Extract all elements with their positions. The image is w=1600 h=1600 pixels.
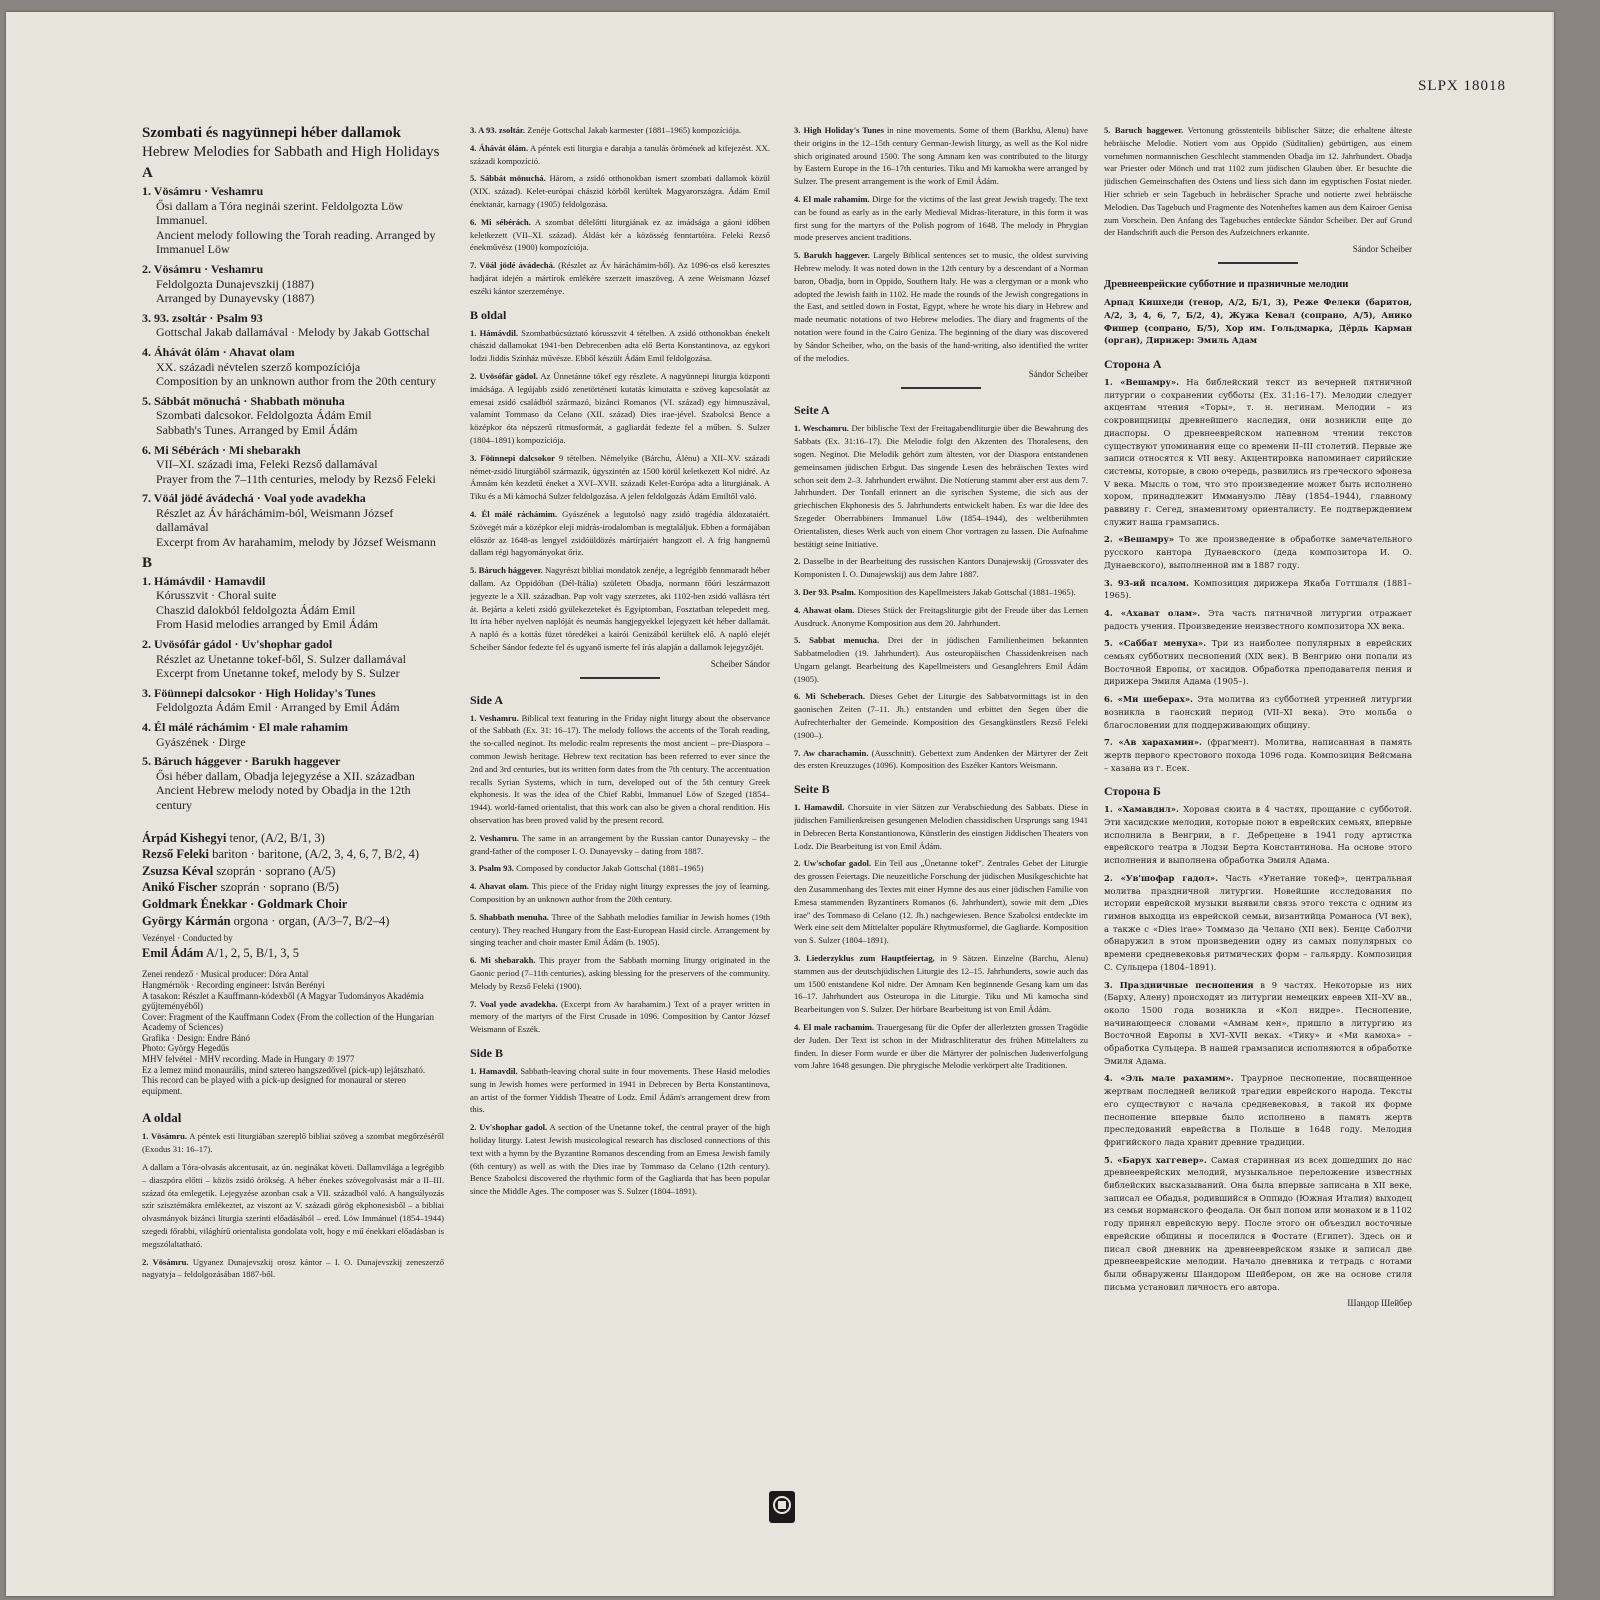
de-signature: Sándor Scheiber (1352, 244, 1412, 255)
note-text: Dirge for the victims of the last great Jewish tragedy. The text can be found as early as in the early Medieval Midras-literature, in this form it was first sung for the martyrs of the Polish pogrom of 1648. The melody in Phrygian mode preserves ancient traditions. (794, 193, 1088, 243)
note-title: 2. Uv'shophar gadol. (470, 1122, 548, 1133)
note-paragraph (470, 712, 770, 827)
hu-side-b-heading: B oldal (470, 307, 507, 322)
note-paragraph (142, 1256, 444, 1282)
note-title: 3. 93-ий псалом. (1104, 577, 1189, 588)
note-title: 5. Baruch haggewer. (1104, 125, 1184, 135)
track-title: 4. Áhávát ólám · Ahavat olam (142, 344, 295, 359)
performer-name: Anikó Fischer (142, 880, 218, 895)
note-text: Drei der in jüdischen Familienheimen bekannten Sabbatmelodien (19. Jahrhundert). Aus osteuropäischen Chassidenkreisen nach Ungarn gelangt. Bearbeitung des Kapellmeisters und Gesanglehrers Emil Ádám (1905). (794, 635, 1088, 684)
note-text: (фрагмент). Молитва, написанная в память жертв первого крестового похода 1096 года. Композиция Вейсмана – хазана из г. Есек. (1104, 737, 1412, 773)
english-german-notes-column (794, 124, 1088, 1077)
note-text: Largely Biblical sentences set to music, the oldest surviving Hebrew melody. It was noted down in the 12th century by a descendant of a Norman baron, Obadja, born in Oppido, Southern Italy. He was a clergyman or a monk who adopted the Jewish faith in 1102. He made the rounds of the Jewish congregations in the East, and settled down in Fostat, Egypt, where he wrote his diary in Hebrew and made neumatic notations of two Hebrew melodies. The diary and fragments of the notation were found in the Cairo Geniza. The beginning of the diary was discovered by Sándor Scheiber, who, on the basis of the hand-writing, also identified the writer of the melodies. (794, 250, 1088, 363)
performer-line (142, 914, 444, 930)
track-description: Arranged by Dunayevsky (1887) (156, 291, 315, 306)
note-title: 3. Der 93. Psalm. (794, 586, 856, 597)
track-title: 5. Báruch hággever · Barukh haggever (142, 754, 341, 769)
note-text: The same in an arrangement by the Russian cantor Dunayevsky – the grand-father of the composer I. O. Dunayevsky – dating from 1887. (470, 832, 770, 856)
track-item (142, 184, 444, 257)
note-text: Ein Teil aus „Ünetanne tokef". Zentrales Gebet der Liturgie des grossen Feiertags. Die neuzeitliche Forschung der jüdischen Musikgeschichte hat den Zusammenhang des Textes mit einer Hymne des aus einer jüdischen Familie von Emesa stammenden Byzantiners Romanos (6. Jahrhundert), sowie mit dem „Dies irae" des Tommaso di Celano (12. Jh.) nachgewiesen. Bence Szabolcsi entdeckte im Werk eine seit dem Mittelalter populäre Rhytmusformel, die Gagliarde. Komposition von S. Sulzer (1804–1891). (794, 858, 1088, 946)
note-title: 5. Barukh haggever. (794, 250, 870, 261)
note-paragraph (470, 259, 770, 297)
note-text: A szombat délelőtti liturgiának ez az imádsága a gáoni időben keletkezett (VII–XI. század). Áldást kér a közösség fenntartóira. Feleki Rezső énekművész (1900) kompozíciója. (470, 216, 770, 253)
track-item (142, 443, 444, 487)
note-title: 4. El male rachamim. (794, 1022, 875, 1033)
note-title: 2. «Вешамру» (1104, 534, 1175, 545)
note-text: (Ausschnitt). Gebettext zum Andenken der Märtyrer der Zeit des ersten Kreuzzuges (1096). Komposition des Eszéker Kantors Weismann. (794, 747, 1088, 771)
credit-line: Hangmérnök · Recording engineer: István Berényi (142, 979, 325, 990)
note-text: Dieses Stück der Freitagsliturgie gibt der Freude über das Lernen Ausdruck. Anonyme Komposition aus dem 20. Jahrhundert. (794, 604, 1088, 628)
track-description: Composition by an unknown author from the 20th century (156, 374, 436, 389)
note-paragraph (470, 327, 770, 365)
ru-title: Древнееврейские субботние и празничные мелодии (1104, 279, 1349, 291)
track-description: Ancient melody following the Torah reading. Arranged by Immanuel Löw (156, 227, 436, 257)
note-text: A section of the Unetanne tokef, the central prayer of the high holiday liturgy. Latest Jewish musicological research has disclosed connections of this text with a hymn by the Byzantine Romanos descending from an Emesa Jewish family (6th century) as well as with the Dies irae by Tommaso da Celano (12th century). Bence Szabolcsi discovered the rhythmic form of the Gagliarda that has been popular since the Middle Ages. The composer was S. Sulzer (1804–1891). (470, 1122, 770, 1197)
conductor-line (142, 946, 444, 962)
note-text: Композиция дирижера Якаба Готтшаля (1881–1965). (1104, 577, 1412, 601)
note-title: 1. Hamavdil. (470, 1066, 518, 1077)
note-text: (Részlet az Áv háráchámim-ből). Az 1096-os első keresztes hadjárat idején a mártírok emlékére szerzett imaszöveg. A zene Weismann József eszéki kántor szerzeménye. (470, 260, 770, 296)
ru-side-b-notes (1104, 803, 1412, 1293)
note-title: 6. Mi sébérách. (470, 216, 531, 227)
note-paragraph (1104, 872, 1412, 974)
note-text: Three of the Sabbath melodies familiar in Jewish homes (19th century). They reached Hungary from the East-European Hasid circle. Arrangement by singing teacher and choir master Emil Ádám (b. 1905). (470, 911, 770, 948)
note-paragraph (1104, 124, 1412, 239)
note-title: 2. Veshamru. (470, 832, 519, 843)
conductor-name: Emil Ádám (142, 945, 204, 960)
de-side-b-notes-continued (1104, 124, 1412, 239)
note-paragraph (794, 952, 1088, 1016)
conductor-label: Vezényel · Conducted by (142, 933, 233, 944)
album-title-hungarian: Szombati és nagyünnepi héber dallamok (142, 125, 401, 141)
note-text: Komposition des Kapellmeisters Jakab Gottschal (1881–1965). (858, 586, 1076, 597)
note-title: 7. Vöál jödé ávádechá. (470, 260, 556, 271)
track-description: Feldolgozta Ádám Emil · Arranged by Emil Ádám (156, 700, 400, 715)
performer-name: Goldmark Énekkar · Goldmark Choir (142, 896, 348, 911)
note-paragraph (794, 634, 1088, 685)
note-paragraph (470, 1065, 770, 1116)
credits-block (142, 969, 444, 1096)
conductor-role: A/1, 2, 5, B/1, 3, 5 (205, 945, 299, 960)
track-description: XX. századi névtelen szerző kompozíciója (156, 359, 361, 374)
performer-role: orgona · organ, (A/3–7, B/2–4) (233, 913, 390, 928)
ru-side-b-heading: Сторона Б (1104, 784, 1161, 799)
de-side-b-notes (794, 801, 1088, 1072)
note-text: (Excerpt from Av harahamim.) Text of a prayer written in memory of the martyrs of the First Crusade in 1096. Composition by Cantor József Weismann of Eszék. (470, 998, 770, 1035)
track-description: Gyászének · Dirge (156, 734, 246, 749)
note-paragraph (1104, 803, 1412, 867)
note-paragraph (1104, 1072, 1412, 1148)
side-b-heading: B (142, 554, 153, 571)
note-text: Хоровая сюита в 4 частях, прощание с субботой. Эти хасидские мелодии, которые поют в еврейских семьях, впервые исполнила в Венгрии, в г. Дебрецене в 1941 году артистка еврейского театра в Лодзи Берта Константинова. На основе этого исполнения и выполнена обработка Эмиля Адама. (1104, 804, 1412, 866)
note-title: 5. Shabbath menuha. (470, 911, 549, 922)
note-title: 4. Áhávát ólám. (470, 142, 529, 153)
note-title: 2. Vösámru. (142, 1256, 189, 1267)
note-paragraph (470, 954, 770, 992)
note-title: 5. Sábbát mönuchá. (470, 173, 546, 184)
note-text: То же произведение в обработке замечательного русского кантора Дунаевского (деда композитора И. О. Дунаевского), выполненной им в 1887 году. (1104, 534, 1412, 570)
note-title: 7. Aw charachamin. (794, 747, 869, 758)
tracklist-column (142, 124, 444, 1286)
note-paragraph (1104, 577, 1412, 602)
performer-role: szoprán · soprano (B/5) (220, 880, 339, 895)
note-text: Der biblische Text der Freitagabendliturgie über die Bewahrung des Sabbats (Ex. 31:16–17). Die Melodie folgt den Akzenten des Thoralesens, den sogen. Neginot. Die Melodik gehört zum ältesten, vor der Diaspora entstandenen gemeinsamen jüdischen Erbgut. Das singende Lesen des hebräischen Textes wird schon seit dem 2–3. Jahrhundert erwähnt. Die Notierung stammt aber erst aus dem 7. Jahrhundert. Der Tonfall erinnert an die syrischen Systeme, die sich aus der griechischen Ekphonesis des 5. Jahrhunderts entwickelt haben. Es war die Idee des Szegeder Oberrabbiners Immanuel Löw (1854–1944), des weltberühmten Orientalisten, dieses Werk auch von einem Chor vortragen zu lassen. Die Aufnahme bestätigt seine Initiative. (794, 423, 1088, 549)
note-title: 7. Voal yode avadekha. (470, 998, 558, 1009)
performer-name: György Kármán (142, 913, 231, 928)
credit-line: Zenei rendező · Musical producer: Dóra Antal (142, 969, 309, 980)
note-paragraph (794, 690, 1088, 741)
hungarian-english-notes-column (470, 124, 770, 1203)
track-item (142, 637, 444, 681)
note-title: 1. Weschamru. (794, 423, 849, 434)
note-paragraph (470, 172, 770, 210)
note-text: Ugyanez Dunajevszkij orosz kántor – I. O. Dunajevszkij zeneszerző nagyatyja – feldolgozásában 1887-ből. (142, 1256, 444, 1280)
note-text: Часть «Унетание токеф», центральная молитва праздничной литургии. Новейшие исследования по истории еврейской музыки выявили связь этого текста с одним из гимнов выходца из еврейской семьи, византийца Романоса (VI век), а также с «Dies irae» Томмазо да Челано (XII век). Бенце Саболчи обнаружил в этом произведении одну из самых популярных со времени средневековья ритмических форм – гальярду. Композиция С. Сульцера (1804–1891). (1104, 872, 1412, 972)
side-a-tracklist (142, 184, 444, 550)
en-side-a-notes (470, 712, 770, 1036)
divider (901, 387, 981, 389)
performer-line (142, 864, 444, 880)
note-paragraph (470, 564, 770, 654)
credit-line: Photo: György Hegedűs (142, 1043, 229, 1054)
track-item (142, 754, 444, 812)
note-title: 2. Uw'schofar gadol. (794, 858, 872, 869)
performer-name: Zsuzsa Kéval (142, 863, 214, 878)
track-description: Sabbath's Tunes. Arranged by Emil Ádám (156, 422, 358, 437)
note-title: 1. «Хамавдил». (1104, 804, 1179, 815)
note-text: Эта молитва из субботней утренней литургии возникла в гаонский период (VII–XI века). Это мольба о благословении для поддерживающих общину. (1104, 694, 1412, 730)
note-paragraph (794, 555, 1088, 581)
track-description: Prayer from the 7–11th centuries, melody by Rezső Feleki (156, 471, 436, 486)
note-title: 5. Báruch hággever. (470, 565, 543, 576)
note-paragraph (470, 911, 770, 949)
german-russian-notes-column (1104, 124, 1412, 1316)
record-sleeve-back (6, 12, 1554, 1596)
note-text: This piece of the Friday night liturgy expresses the joy of learning. Composition by an unknown author from the 20th century. (470, 881, 770, 905)
note-title: 3. A 93. zsoltár. (470, 125, 526, 135)
catalog-number: SLPX 18018 (1418, 78, 1506, 94)
note-paragraph (470, 880, 770, 906)
note-text: This prayer from the Sabbath morning liturgy originated in the Gaonic period (7–11th centuries), asking blessing for the preservers of the community. Melody by Rezső Feleki (1900). (470, 955, 770, 991)
note-text: Az Ünnetánne tókef egy részlete. A nagyünnepi liturgia központi imádsága. A legújabb zsidó zenetörténeti kutatás kimutatta e szöveg kapcsolatát az emesai zsidó családból származó, bizánci Romanos (VI. század) egy himnuszával, valamint Tommaso da Celano (XII. század) Dies irae-jével. Szabolcsi Bence a középkor óta népszerű ritmusformát, a gagliardát fedezte fel a műben. S. Sulzer (1804–1891) kompozíciója. (470, 370, 770, 445)
performer-name: Rezső Feleki (142, 847, 209, 862)
note-title: 6. Mi shebarakh. (470, 955, 536, 966)
side-a-heading: A (142, 165, 153, 181)
ru-side-a-heading: Сторона А (1104, 356, 1162, 371)
note-text: A péntek esti liturgia e darabja a tanulás örömének ad kifejezést. XX. századi kompozíció. (470, 142, 770, 166)
note-paragraph (794, 193, 1088, 244)
note-text: Dasselbe in der Bearbeitung des russischen Kantors Dunajewskij (Grossvater des Komponisten I. O. Dunajewskij) aus dem Jahre 1887. (794, 556, 1088, 580)
track-item (142, 394, 444, 438)
note-text: Biblical text featuring in the Friday night liturgy about the observance of the Sabbath (Ex. 31: 16–17). The melody follows the accents of the Torah reading, the so-called neginot. Its melodic realm represents the most ancient – pre-Diaspora – common Jewish heritage. Hebrew text recitation has been referred to ever since the 2nd and 3rd centuries, but its written form dates from the 7th century. The accentuation recalls Syrian Systems, which in turn, developed out of the 5th century Greek ekphonesis. It was the idea of the Chief Rabbi, Immanuel Löw of Szeged (1854–1944). world-famed orientalist, that this work can also be given a choral rendition. His observation has been proved valid by the present record. (470, 712, 770, 826)
note-title: 4. Ahavat olam. (470, 881, 529, 892)
divider (580, 677, 660, 679)
note-title: 2. Uvösófár gádol. (470, 370, 538, 381)
track-description: Ősi dallam a Tóra neginái szerint. Feldolgozta Löw Immanuel. (156, 198, 404, 228)
note-text: Dieses Gebet der Liturgie des Sabbatvormittags ist in den gaonischen Zeiten (7–11. Jh.) entstanden und erbittet den Segen über die Aufrechterhalter der Gemeinde. Komposition des Gesangkünstlers Rezső Feleki (1900–). (794, 691, 1088, 740)
note-title: 7. «Ав харахамин». (1104, 737, 1202, 748)
note-title: 5. «Барух хаггевер». (1104, 1154, 1207, 1165)
note-paragraph (794, 747, 1088, 773)
note-title: 1. Hámávdil. (470, 327, 519, 338)
ru-signature: Шандор Шейбер (1347, 1298, 1412, 1309)
track-item (142, 262, 444, 306)
note-title: 3. High Holiday's Tunes (794, 125, 884, 135)
note-title: 6. Mi Scheberach. (794, 691, 865, 702)
note-text: Эта часть пятничной литургии отражает радость учения. Произведение неизвестного композитора XX века. (1104, 607, 1412, 631)
note-paragraph (1104, 533, 1412, 571)
performers-list (142, 831, 444, 930)
credit-line: MHV felvétel · MHV recording. Made in Hungary ℗ 1977 (142, 1054, 355, 1065)
note-title: 2. «Ув'шофар гадол». (1104, 872, 1219, 883)
track-item (142, 491, 444, 549)
note-title: 5. Sabbat menucha. (794, 635, 880, 646)
track-title: 3. Föünnepi dalcsokor · High Holiday's Tunes (142, 685, 376, 700)
ru-side-a-notes (1104, 376, 1412, 774)
de-side-a-notes (794, 422, 1088, 772)
hungaroton-logo (768, 1490, 796, 1524)
note-title: 6. «Ми шеберах». (1104, 694, 1193, 705)
performer-role: szoprán · soprano (A/5) (216, 863, 336, 878)
divider (1218, 262, 1298, 264)
en-signature: Sándor Scheiber (1028, 369, 1088, 380)
note-paragraph (470, 142, 770, 168)
en-side-b-notes (470, 1065, 770, 1198)
hu-side-b-notes (470, 327, 770, 654)
note-text: Sabbath-leaving choral suite in four movements. These Hasid melodies sung in Jewish homes were performed in 1941 in Debrecen by Berta Konstantinova, an artist of the former Yiddish Theatre of Lodz. Emil Ádám's arrangement drew from this. (470, 1066, 770, 1115)
note-paragraph (794, 249, 1088, 364)
track-item (142, 311, 444, 340)
track-description: Ancient Hebrew melody noted by Obadja in the 12th century (156, 783, 411, 812)
performer-line (142, 847, 444, 863)
note-text: Три из наиболее популярных в еврейских семьях субботних песнопений (XIX век). В Венгрию они попали из Восточной Европы, от хасидов. Обработка преподавателя пения и дирижера Эмиля Адама (1905–). (1104, 638, 1412, 687)
performer-line (142, 897, 444, 913)
note-text: Gyászének a legutolsó nagy zsidó tragédia áldozataiért. Szövegét már a középkor elejí midrás-irodalomban is megtaláljuk. Ebben a formájában először az 1648-as lengyel zsidóüldözés mártírjaiért hangzott el. A frig hangnemű dallam régi hagyományokat őriz. (470, 508, 770, 558)
de-side-a-heading: Seite A (794, 403, 830, 418)
note-paragraph (470, 832, 770, 858)
credit-line: This record can be played with a pick-up designed for monaural or stereo equipment. (142, 1075, 406, 1096)
track-title: 4. Él málé ráchámim · El male rahamim (142, 720, 348, 734)
performer-line (142, 880, 444, 896)
note-title: 3. Psalm 93. (470, 863, 514, 874)
note-title: 3. Праздничные песнопения (1104, 979, 1254, 990)
hu-side-a-notes (142, 1130, 444, 1281)
note-title: 3. Föünnepi dalcsokor (470, 452, 555, 463)
track-description: Kórusszvit · Choral suite (156, 588, 277, 603)
note-text: Chorsuite in vier Sätzen zur Verabschiedung des Sabbats. Diese in jüdischen Familienkreisen gesungenen Melodien chassidischen Ursprungs sang 1941 in Debrecen Berta Konstantionowa, Künstlerin des einstigen Jiddischen Theaters von Lodz. Die Bearbeitung ist von Emil Ádám. (794, 802, 1088, 851)
note-paragraph (794, 586, 1088, 599)
hu-signature: Scheiber Sándor (710, 658, 770, 669)
note-paragraph (470, 1121, 770, 1198)
track-description: Szombati dalcsokor. Feldolgozta Ádám Emil (156, 408, 372, 423)
track-description: Ősi héber dallam, Obadja lejegyzése a XII. században (156, 768, 415, 783)
note-paragraph (794, 1021, 1088, 1072)
track-item (142, 574, 444, 632)
track-description: From Hasid melodies arranged by Emil Ádám (156, 617, 378, 632)
note-title: 4. Él málé ráchámim. (470, 508, 558, 519)
track-item (142, 345, 444, 389)
note-title: 4. El male rahamim. (794, 193, 870, 204)
note-title: 1. Veshamru. (470, 712, 519, 723)
credit-line: Cover: Fragment of the Kauffmann Codex (From the collection of the Hungarian Academy of Sciences) (142, 1011, 435, 1033)
hu-side-a-heading: A oldal (142, 1110, 182, 1126)
note-text: Vertonung grösstenteils biblischer Sätze; die erhaltene älteste hebräische Melodie. Notiert vom aus Oppido (Süditalien) gebürtigen, aus einem vornehmen normannischen Geschlecht stammenden Obadja im 12. Jahrhundert. Obadja war Priester oder Mönch und trat 1102 zum jüdischen Glauben über. Er besuchte die jüdischen Gemeinschaften des Ostens und liess sich dann im egyptischen Fostat nieder. Hier schrieb er sein Tagebuch in hebräischer Sprache und notierte zwei hebräische Melodien. Das Tagebuch und Fragmente des Notenheftes kamen aus dem Kairoer Genisa zum Vorschein. Den Anfang des Tagebuches entdeckte Sándor Scheiber. Der auf Grund der Handschrift auch die Person des Aufzeichners erkannte. (1104, 125, 1412, 238)
note-paragraph (794, 124, 1088, 188)
note-title: 5. «Саббат менуха». (1104, 638, 1207, 649)
performer-line (142, 831, 444, 847)
note-paragraph (1104, 376, 1412, 528)
track-description: VII–XI. századi ima, Feleki Rezső dallamával (156, 457, 378, 472)
track-title: 1. Vösámru · Veshamru (142, 184, 264, 198)
credit-line: A tasakon: Részlet a Kauffmann-kódexből (A Magyar Tudományos Akadémia gyűjteményéből) (142, 990, 424, 1012)
track-title: 5. Sábbát mönuchá · Shabbath mönuha (142, 393, 345, 408)
note-text: Самая старинная из всех дошедших до нас древнееврейских мелодий, музыкальное переложение известных библейских высказываний. Она была впервые записана в XII веке, записал ее Обадья, родившийся в Оппидо (Южная Италия) выходец из семьи норманского феодала. Он был попом или монахом и в 1102 году принял еврейскую веру. После этого он объездил восточные еврейские общины и поселился в Фостате (Египет). Здесь он и писал свой дневник на древнееврейском языке и записал две древнееврейские мелодии. Начало дневника и тетрадь с нотами были обнаружены Шандором Шейбером, он же на основе стиля письма установил личность его автора. (1104, 1154, 1412, 1292)
note-text: Szombatbúcsúztató kórusszvit 4 tételben. A zsidó otthonokban énekelt chászid dallamokat 1941-ben Debrecenben adta elő Berta Konstantinova, az egykori lodzi Jiddis Színház művésze. Ebből készült Ádám Emil feldolgozása. (470, 327, 770, 364)
note-paragraph (794, 604, 1088, 630)
note-title: 4. «Эль мале рахамим». (1104, 1073, 1234, 1084)
track-title: 6. Mi Sébérách · Mi shebarakh (142, 442, 301, 457)
performer-role: bariton · baritone, (A/2, 3, 4, 6, 7, B/2, 4) (212, 847, 420, 862)
note-paragraph (1104, 1154, 1412, 1294)
note-paragraph (142, 1161, 444, 1251)
note-title: 1. «Вешамру». (1104, 376, 1179, 387)
note-title: 4. «Ахават олам». (1104, 607, 1201, 618)
note-paragraph (1104, 607, 1412, 632)
note-paragraph (142, 1130, 444, 1156)
note-paragraph (794, 422, 1088, 550)
en-side-b-notes-continued (794, 124, 1088, 364)
performer-role: tenor, (A/2, B/1, 3) (229, 830, 325, 845)
note-text: 9 tételben. Némelyike (Bárchu, Álénu) a XII–XV. századi német-zsidó liturgiából származik, úgyszintén az 1500 körül keletkezett Kol nidré. Az Ámnám kén kezdetű éneket a XVI–XVII. századi Kelet-Európa adta a liturgiának. A Tiku és a Mi kámochá Sulzer feldolgozása. A jelen feldolgozás Ádám Emiltől való. (470, 452, 770, 502)
ru-performers: Арпад Кишхеди (тенор, А/2, Б/1, 3), Реже Фелеки (баритон, А/2, 3, 4, 6, 7, Б/2, 4), Жужа Кевал (сопрано, А/5), Анико Фишер (сопрано, Б/5), Хор им. Гольдмарка, Дёрдь Карман (орган), Дирижер: Эмиль Адам (1104, 297, 1412, 346)
note-text: На библейский текст из вечерней пятничной литургии о сохранении субботы (Ex. 31:16–17). Мелодии следует акцентам чтения «Торы», т. н. негинам. Мелодии – из сокровищницы древнейшего наследия, они возникли еще до диаспоры. О древнееврейском напевном чтении текстов существуют упоминания еще со времени II–III столетий. Первые же записи относятся к VII веку. Акцентировка напоминает сирийские системы, которые, в свою очередь, развились из греческого эфонеза V века. Мысль о том, что это произведение может быть исполнено хором, принадлежит Иммануэлю Лёву (1854–1944), главному раввину г. Сегед, знаменитому ориенталисту. Ее подтверждением служит наша грамзапись. (1104, 376, 1412, 527)
hu-side-a-notes-continued (470, 124, 770, 298)
credit-line: Grafika · Design: Endre Bánó (142, 1032, 250, 1043)
note-text: Három, a zsidó otthonokban ismert szombati dallamok közül (XIX. század). Kelet-európai chászid körből kerültek Magyarországra. Ádám Emil énektanár, karnagy (1905) feldolgozása. (470, 173, 770, 209)
track-description: Részlet az Unetanne tokef-ből, S. Sulzer dallamával (156, 651, 406, 666)
note-paragraph (470, 862, 770, 875)
note-paragraph (794, 801, 1088, 852)
de-side-b-heading: Seite B (794, 782, 830, 797)
note-text: Траурное песнопение, посвященное жертвам последней великой трагедии еврейского народа. Тексты его существуют с начала средневековья, в такой их форме песнопение впервые было исполнено в память жертв преследований еврейства в Польше в 1648 году. Мелодия фригийского лада хранит древние традиции. (1104, 1073, 1412, 1147)
note-paragraph (470, 370, 770, 447)
track-description: Chaszid dalokból feldolgozta Ádám Emil (156, 602, 356, 617)
note-title: 1. Vösámru. (142, 1131, 187, 1142)
track-description: Excerpt from Av harahamim, melody by József Weismann (156, 535, 436, 550)
note-paragraph (1104, 637, 1412, 688)
note-text: Nagyrészt bibliai mondatok zenéje, a legrégibb fennmaradt héber dallam. Az Oppidóban (Dél-Itália) született Obadja, normann főúri leszármazott jegyezte le a XII. században. Pap volt vagy szerzetes, aki 1102-ben zsidó vallásra tért át. Bejárta a keleti zsidó gyülekezeteket és Egyiptomban, Fosztatban telepedett meg. Itt írta héber nyelven naplóját és neumás hangjegyekkel lejegyzett két héber dallamát. A napló és a kottás füzet töredékei a kairói Genizából kerültek elő. A napló elejét Scheiber Sándor fedezte fel és ugyanő ismerte fel írás alapján a dallamok lejegyzőjét. (470, 565, 770, 652)
note-text: A dallam a Tóra-olvasás akcentusait, az ún. neginákat követi. Dallamvilága a legrégibb – diaszpóra előtti – közös zsidó örökség. A héber énekes szövegolvasást már a II–III. század óta emlegetik. Lejegyzése azonban csak a VII. századból való. A hangsúlyozás szír szisztémákra emlékeztet, az viszont az V. századi görög ekphonesisből – a bibliai olvasmányok bizánci liturgia szerinti előadásából – ered. Löw Immánuel (1854–1944) szegedi főrabbi, világhírű orientalista gondolata volt, hogy e mű énekkari előadásban is megszólaltatható. (142, 1162, 444, 1249)
en-side-a-heading: Side A (470, 692, 504, 707)
side-b-tracklist (142, 574, 444, 813)
note-paragraph (1104, 693, 1412, 731)
track-title: 1. Hámávdil · Hamavdil (142, 573, 266, 588)
note-paragraph (1104, 979, 1412, 1068)
note-text: в 9 частях. Некоторые из них (Барху, Алену) происходят из литургии немецких евреев XII–XV вв., около 1500 года возникла и «Кол нидре». Песнопение, начинающееся словами «Амнам кен», пришло в литургию из Восточной Европы в XVI–XVII веках. «Тику» и «Ми камоха» – обработка Сульцера. В нашей грамзаписи исполняются в обработке Эмиля Адама. (1104, 979, 1412, 1066)
note-paragraph (794, 857, 1088, 947)
note-text: A péntek esti liturgiában szereplő bibliai szöveg a szombat megőrzéséről (Exodus 31: 16–17). (142, 1131, 444, 1155)
track-description: Részlet az Áv háráchámim-ból, Weismann József dallamával (156, 505, 394, 535)
track-description: Excerpt from Unetanne tokef, melody by S. Sulzer (156, 666, 400, 681)
track-item (142, 720, 444, 749)
track-title: 7. Vöál jödé ávádechá · Voal yode avadekha (142, 491, 366, 506)
credit-line: Ez a lemez mind monaurális, mind sztereo hangszedővel (pick-up) lejátszható. (142, 1064, 426, 1075)
track-title: 2. Vösámru · Veshamru (142, 261, 264, 276)
performer-name: Árpád Kishegyi (142, 830, 227, 845)
note-title: 1. Hamawdil. (794, 802, 845, 813)
track-title: 2. Uvösófár gádol · Uv'shophar gadol (142, 637, 333, 652)
note-text: in nine movements. Some of them (Barkhu, Alenu) have their origins in the 12–15th century German-Jewish liturgy, as well as the Kol nidre shich originated around 1500. The song Amnam ken was contributed to the liturgy by Eastern Europe in the 16–17th centuries. Tiku and Mi kamokha were arranged by Sulzer. The present arrangement is the work of Emil Ádám. (794, 125, 1088, 187)
note-title: 3. Liederzyklus zum Hauptfeiertag, (794, 953, 935, 964)
note-paragraph (470, 998, 770, 1036)
note-paragraph (470, 508, 770, 559)
track-title: 3. 93. zsoltár · Psalm 93 (142, 310, 263, 325)
note-text: Trauergesang für die Opfer der allerletzten grossen Tragödie der Juden. Der Text ist schon in der Midraschliteratur des frühen Mittelalters zu finden. In dieser Form wurde er über die Märtyrer der polnischen Judenverfolgung vom Jahre 1648 gesungen. Die phrygische Melodie verkörpert alte Traditionen. (794, 1022, 1088, 1071)
note-paragraph (470, 124, 770, 137)
note-text: Composed by conductor Jakab Gottschal (1881–1965) (516, 863, 704, 874)
note-text: Zenéje Gottschal Jakab karmester (1881–1965) kompozíciója. (527, 125, 742, 135)
track-description: Gottschal Jakab dallamával · Melody by Jakab Gottschal (156, 325, 430, 340)
track-item (142, 686, 444, 715)
note-title: 4. Ahawat olam. (794, 604, 855, 615)
note-paragraph (1104, 736, 1412, 774)
note-text: in 9 Sätzen. Einzelne (Barchu, Alenu) stammen aus der deutschjüdischen Liturgie des 12–15. Jahrhunderts, sowie auch das um 1500 entstandene Kol nidre. Der Amnam Ken beginnende Gesang kam um das 16–17. Jahrhundert aus Osteuropa in die Liturgie. Tiku und Mi kamocha sind Bearbeitungen von S. Sulzer. Der hörbare Bearbeitung ist von Emil Ádám. (794, 953, 1088, 1015)
track-description: Feldolgozta Dunajevszkij (1887) (156, 276, 314, 291)
note-paragraph (470, 216, 770, 254)
en-side-b-heading: Side B (470, 1046, 504, 1061)
album-title-english: Hebrew Melodies for Sabbath and High Holidays (142, 144, 440, 160)
note-title: 2. (794, 556, 801, 567)
note-paragraph (470, 452, 770, 503)
